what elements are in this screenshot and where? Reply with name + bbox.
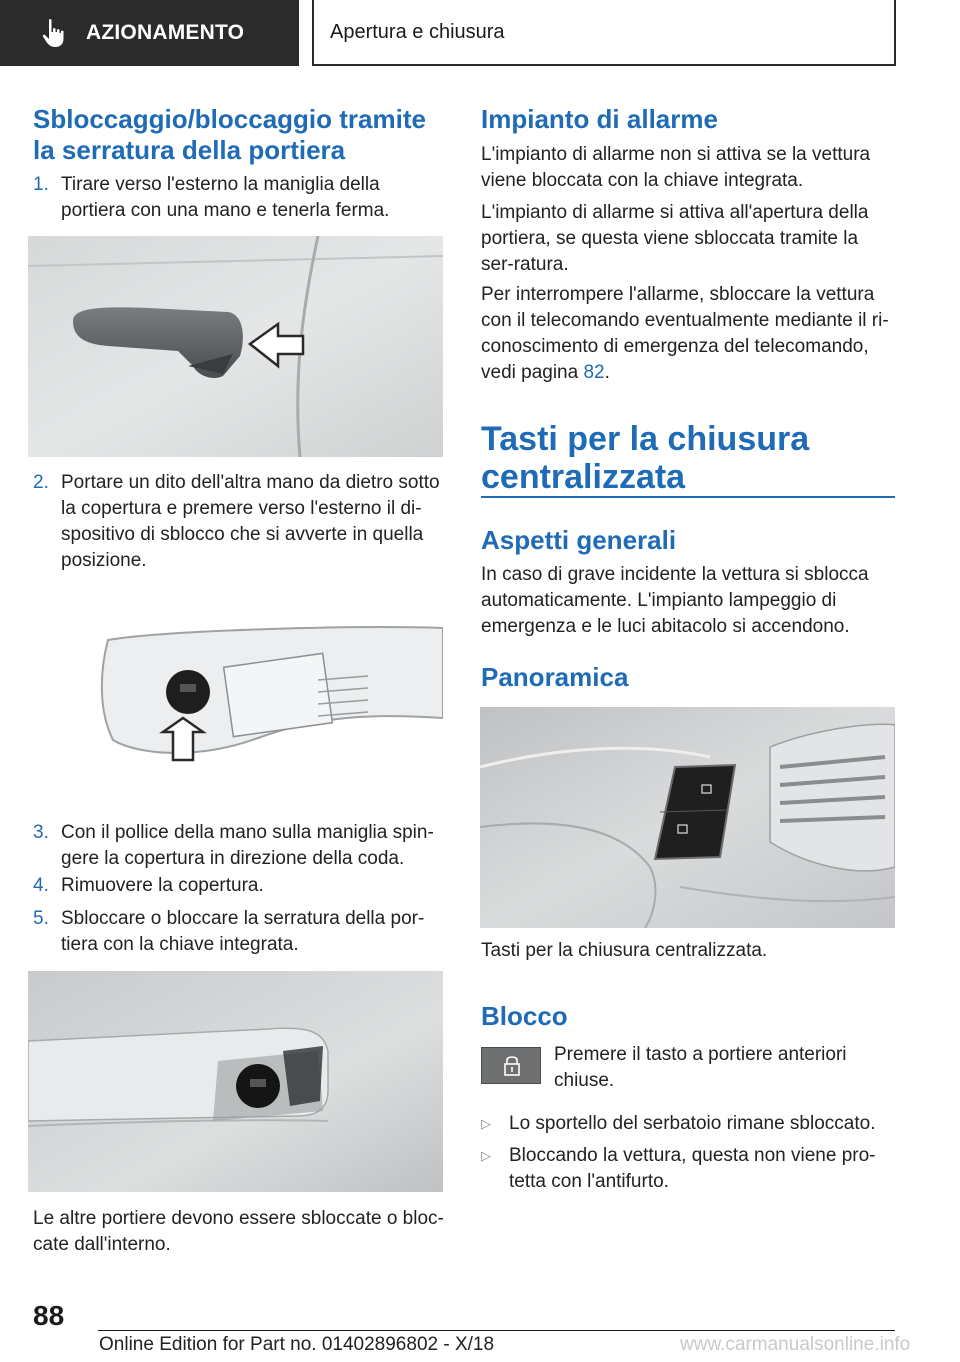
step-3 <box>33 820 448 872</box>
step-text: Rimuovere la copertura. <box>61 875 264 896</box>
release-mechanism-photo <box>28 600 443 780</box>
step-4 <box>33 873 448 899</box>
section-title: AZIONAMENTO <box>86 21 245 44</box>
alarm-paragraph-3-text: Per interrompere l'allarme, sbloccare la vettura con il telecomando eventualmente mediante il ri-conoscimento di emergenza del telecomando, vedi pagina <box>481 284 889 383</box>
alarm-paragraph-3-end: . <box>604 362 610 383</box>
key-cylinder-illustration <box>28 971 443 1192</box>
step-text: Con il pollice della mano sulla maniglia spin-gere la copertura in direzione della coda. <box>61 822 434 869</box>
bullet-text: Bloccando la vettura, questa non viene pro-tetta con l'antifurto. <box>509 1145 876 1192</box>
door-handle-illustration <box>28 236 443 457</box>
bullet-text: Lo sportello del serbatoio rimane sbloccato. <box>509 1113 876 1134</box>
bullet-1 <box>481 1111 895 1137</box>
step-2 <box>33 470 448 574</box>
step-1 <box>33 172 448 224</box>
lock-symbol <box>482 1048 542 1085</box>
step-number: 1. <box>33 174 49 195</box>
step-text: Portare un dito dell'altra mano da dietro sotto la copertura e premere verso l'esterno il di-spositivo di sblocco che si avverte in quella posizione. <box>61 472 440 571</box>
lock-instruction: Premere il tasto a portiere anteriori chiuse. <box>554 1044 847 1091</box>
step-number: 3. <box>33 822 49 843</box>
overview-caption: Tasti per la chiusura centralizzata. <box>481 940 768 961</box>
step-text: Sbloccare o bloccare la serratura della por-tiera con la chiave integrata. <box>61 908 425 955</box>
central-locking-buttons-photo <box>480 707 895 928</box>
general-paragraph: In caso di grave incidente la vettura si sblocca automaticamente. L'impianto lampeggio di emergenza e le luci abitacolo si accendono. <box>481 564 869 637</box>
lock-button-icon <box>481 1047 541 1084</box>
alarm-paragraph-1: L'impianto di allarme non si attiva se la vettura viene bloccata con la chiave integrata. <box>481 144 871 191</box>
key-cylinder-photo <box>28 971 443 1192</box>
alarm-paragraph-2: L'impianto di allarme si attiva all'apertura della portiera, se questa viene sbloccata tramite la ser-ratura. <box>481 202 869 275</box>
step-text: Tirare verso l'esterno la maniglia della portiera con una mano e tenerla ferma. <box>61 174 390 221</box>
interior-note: Le altre portiere devono essere sbloccate o bloc-cate dall'interno. <box>33 1208 444 1255</box>
page-number: 88 <box>33 1300 65 1331</box>
alarm-heading: Impianto di allarme <box>481 104 718 134</box>
triangle-bullet-icon: ▷ <box>481 1148 491 1163</box>
pointing-hand-icon <box>40 18 68 48</box>
watermark: www.carmanualsonline.info <box>680 1334 911 1355</box>
step-number: 4. <box>33 875 49 896</box>
edition-text: Online Edition for Part no. 01402896802 - X/18 <box>99 1334 495 1355</box>
bullet-2 <box>481 1143 895 1195</box>
step-5 <box>33 906 448 958</box>
footer-rule <box>98 1330 895 1331</box>
release-mechanism-illustration <box>28 600 443 780</box>
lock-heading: Blocco <box>481 1001 568 1031</box>
section-tab <box>0 0 299 66</box>
central-locking-heading: Tasti per la chiusura centralizzata <box>481 420 810 496</box>
chapter-title: Apertura e chiusura <box>312 0 896 66</box>
page-header <box>0 0 960 66</box>
triangle-bullet-icon: ▷ <box>481 1116 491 1131</box>
step-number: 2. <box>33 472 49 493</box>
section-rule <box>481 496 895 498</box>
left-heading: Sbloccaggio/bloccaggio tramite la serratura della portiera <box>33 104 426 165</box>
step-number: 5. <box>33 908 49 929</box>
door-handle-photo <box>28 236 443 457</box>
page-reference-link[interactable]: 82 <box>583 362 605 383</box>
overview-heading: Panoramica <box>481 662 629 692</box>
door-panel-illustration <box>480 707 895 928</box>
general-heading: Aspetti generali <box>481 525 677 555</box>
alarm-paragraph-3 <box>481 282 895 386</box>
